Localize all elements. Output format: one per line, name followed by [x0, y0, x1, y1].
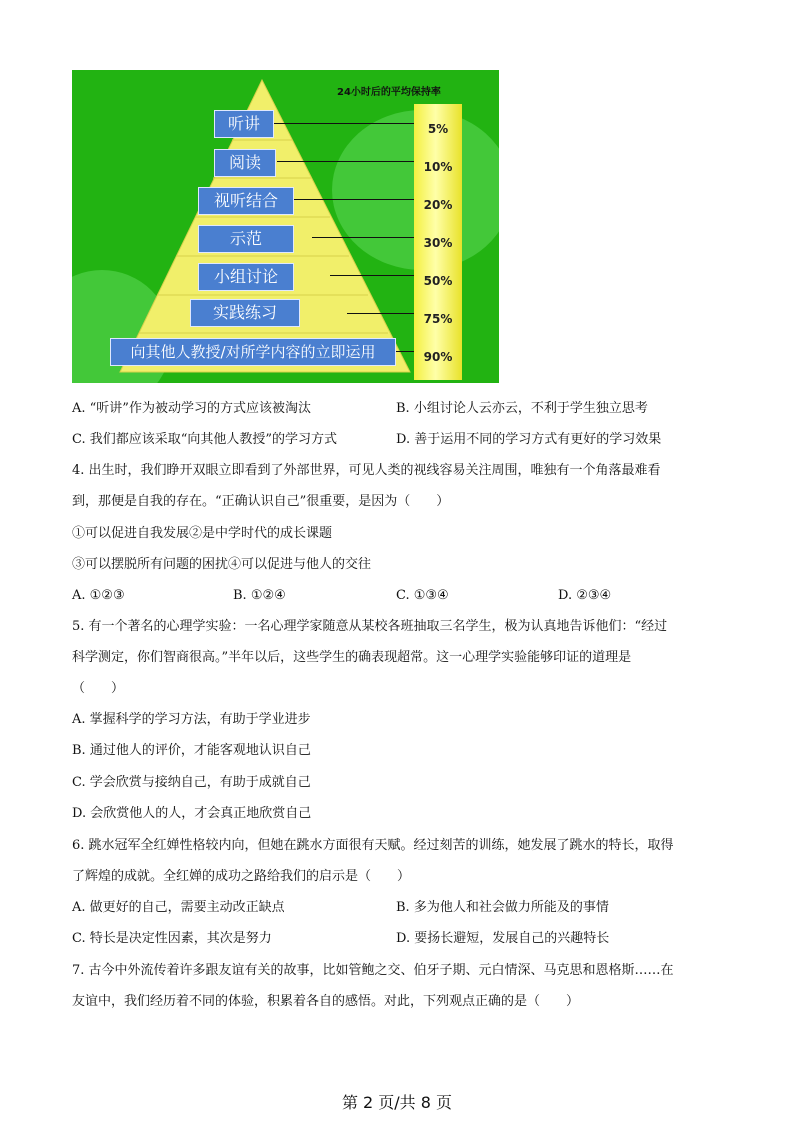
- q6-option-b: B. 多为他人和社会做力所能及的事情: [396, 900, 609, 915]
- q3-option-c: C. 我们都应该采取“向其他人教授”的学习方式: [72, 432, 338, 447]
- q4-option-a: A. ①②③: [72, 588, 125, 603]
- q4-option-d: D. ②③④: [558, 588, 612, 603]
- q3-option-d: D. 善于运用不同的学习方式有更好的学习效果: [396, 432, 662, 447]
- connector-line: [294, 199, 414, 200]
- connector-line: [312, 237, 414, 238]
- rate-discussion: 50%: [423, 274, 453, 288]
- q5-option-d: D. 会欣赏他人的人，才会真正地欣赏自己: [72, 806, 312, 821]
- q4-option-b: B. ①②④: [233, 588, 286, 603]
- q5-stem-line-3: （ ）: [72, 681, 125, 696]
- q6-option-d: D. 要扬长避短，发展自己的兴趣特长: [396, 931, 610, 946]
- rate-demonstration: 30%: [423, 236, 453, 250]
- rate-teach-others: 90%: [423, 350, 453, 364]
- layer-label-reading: 阅读: [214, 149, 276, 177]
- rate-practice: 75%: [423, 312, 453, 326]
- layer-label-demonstration: 示范: [198, 225, 294, 253]
- layer-label-lecture: 听讲: [214, 110, 274, 138]
- connector-line: [347, 313, 414, 314]
- connector-line: [330, 275, 414, 276]
- layer-label-audiovisual: 视听结合: [198, 187, 294, 215]
- rate-audiovisual: 20%: [423, 198, 453, 212]
- q5-option-a: A. 掌握科学的学习方法，有助于学业进步: [72, 712, 311, 727]
- layer-label-discussion: 小组讨论: [198, 263, 294, 291]
- connector-line: [273, 123, 414, 124]
- q5-option-b: B. 通过他人的评价，才能客观地认识自己: [72, 743, 311, 758]
- q4-item-line-1: ①可以促进自我发展②是中学时代的成长课题: [72, 526, 333, 541]
- q5-stem-line-1: 5. 有一个著名的心理学实验：一名心理学家随意从某校各班抽取三名学生，极为认真地告诉他们：“经过: [72, 619, 668, 634]
- rate-reading: 10%: [423, 160, 453, 174]
- page-number-footer: 第 2 页/共 8 页: [341, 1093, 453, 1112]
- q6-stem-line-1: 6. 跳水冠军全红婵性格较内向，但她在跳水方面很有天赋。经过刻苦的训练，她发展了跳水的特长，取得: [72, 838, 674, 853]
- q6-stem-line-2: 了辉煌的成就。全红婵的成功之路给我们的启示是（ ）: [72, 869, 411, 884]
- learning-pyramid-figure: [72, 70, 499, 383]
- q7-stem-line-1: 7. 古今中外流传着许多跟友谊有关的故事，比如管鲍之交、伯牙子期、元白情深、马克思和恩格斯……在: [72, 963, 674, 978]
- q3-option-b: B. 小组讨论人云亦云，不利于学生独立思考: [396, 401, 648, 416]
- connector-line: [394, 351, 414, 352]
- q4-option-c: C. ①③④: [396, 588, 449, 603]
- q5-stem-line-2: 科学测定，你们智商很高。”半年以后，这些学生的确表现超常。这一心理学实验能够印证的道理是: [72, 650, 632, 665]
- q6-option-a: A. 做更好的自己，需要主动改正缺点: [72, 900, 285, 915]
- rate-lecture: 5%: [427, 122, 449, 136]
- q4-stem-line-1: 4. 出生时，我们睁开双眼立即看到了外部世界，可见人类的视线容易关注周围，唯独有一个角落最难看: [72, 463, 661, 478]
- q4-stem-line-2: 到，那便是自我的存在。“正确认识自己”很重要，是因为（ ）: [72, 494, 450, 509]
- q6-option-c: C. 特长是决定性因素，其次是努力: [72, 931, 272, 946]
- q5-option-c: C. 学会欣赏与接纳自己，有助于成就自己: [72, 775, 311, 790]
- q7-stem-line-2: 友谊中，我们经历着不同的体验，积累着各自的感悟。对此，下列观点正确的是（ ）: [72, 994, 580, 1009]
- layer-label-practice: 实践练习: [190, 299, 300, 327]
- q3-option-a: A. “听讲”作为被动学习的方式应该被淘汰: [72, 401, 311, 416]
- layer-label-teach-others: 向其他人教授/对所学内容的立即运用: [110, 338, 396, 366]
- figure-title: 24小时后的平均保持率: [337, 87, 441, 98]
- connector-line: [277, 161, 414, 162]
- q4-item-line-2: ③可以摆脱所有问题的困扰④可以促进与他人的交往: [72, 557, 372, 572]
